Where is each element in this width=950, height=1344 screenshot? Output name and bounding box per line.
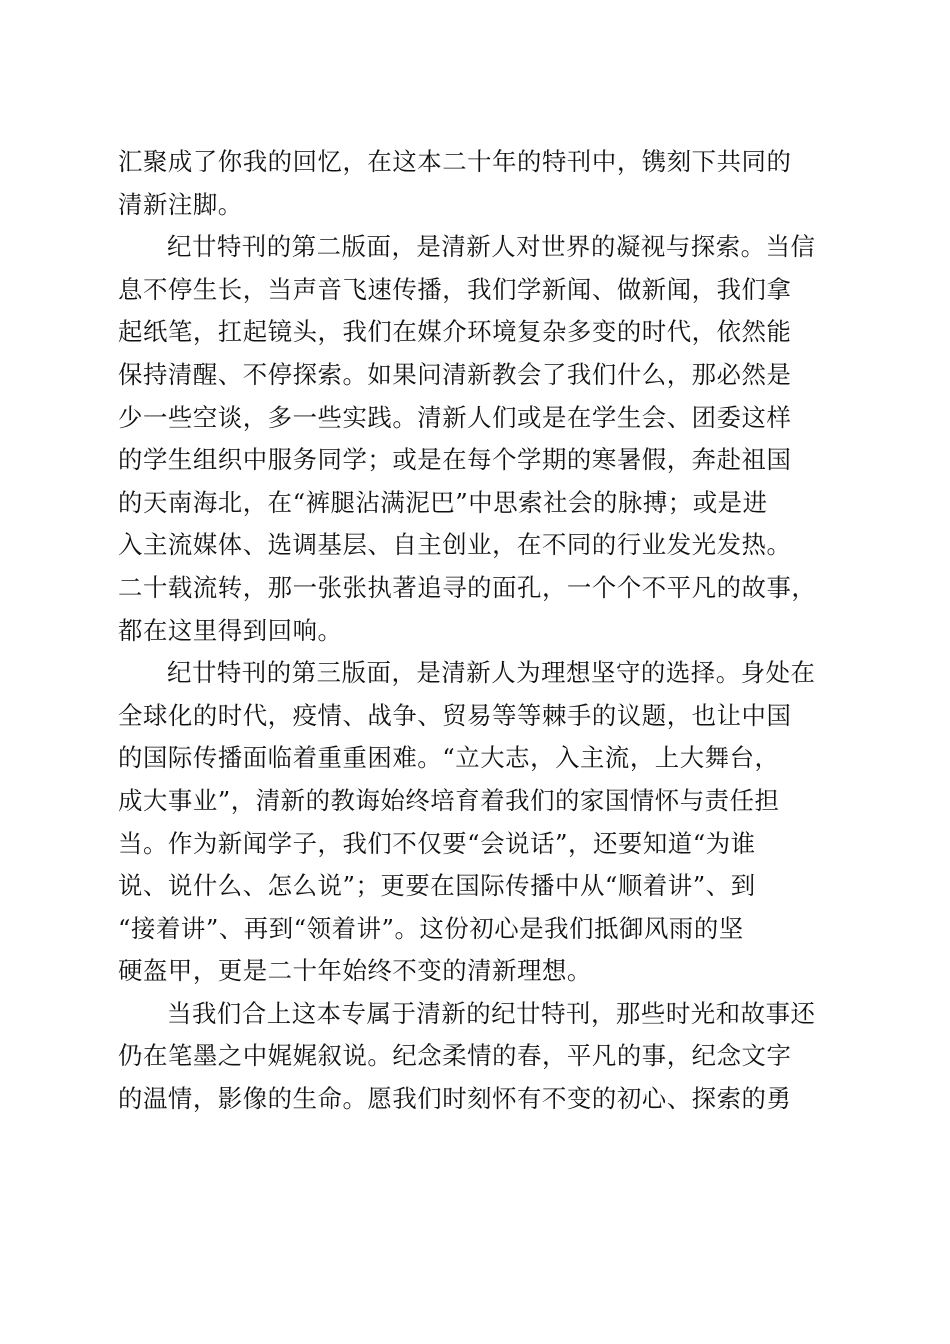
- text-line: 当我们合上这本专属于清新的纪廿特刊，那些时光和故事还: [167, 998, 816, 1028]
- text-line: 仍在笔墨之中娓娓叙说。纪念柔情的春，平凡的事，纪念文字: [118, 1041, 792, 1071]
- document-body: [118, 141, 838, 1121]
- text-line: 纪廿特刊的第二版面，是清新人对世界的凝视与探索。当信: [167, 232, 816, 262]
- text-line: 成大事业”，清新的教诲始终培育着我们的家国情怀与责任担: [118, 785, 780, 815]
- text-line: 起纸笔，扛起镜头，我们在媒介环境复杂多变的时代，依然能: [118, 317, 792, 347]
- paragraph-2: [118, 226, 838, 652]
- paragraph-4: [118, 993, 838, 1121]
- text-line: 清新注脚。: [118, 189, 243, 219]
- text-line: 的温情，影像的生命。愿我们时刻怀有不变的初心、探索的勇: [118, 1084, 792, 1114]
- text-line: 都在这里得到回响。: [118, 615, 343, 645]
- text-line: 硬盔甲，更是二十年始终不变的清新理想。: [118, 956, 592, 986]
- text-line: 的学生组织中服务同学；或是在每个学期的寒暑假，奔赴祖国: [118, 445, 792, 475]
- text-line: 少一些空谈，多一些实践。清新人们或是在学生会、团委这样: [118, 402, 792, 432]
- paragraph-3: [118, 652, 838, 993]
- text-line: 保持清醒、不停探索。如果问清新教会了我们什么，那必然是: [118, 359, 792, 389]
- text-line: 息不停生长，当声音飞速传播，我们学新闻、做新闻，我们拿: [118, 274, 792, 304]
- text-line: 的天南海北，在“裤腿沾满泥巴”中思索社会的脉搏；或是进: [118, 487, 768, 517]
- text-line: 说、说什么、怎么说”；更要在国际传播中从“顺着讲”、到: [118, 871, 756, 901]
- text-line: 入主流媒体、选调基层、自主创业，在不同的行业发光发热。: [118, 530, 792, 560]
- text-line: 汇聚成了你我的回忆，在这本二十年的特刊中，镌刻下共同的: [118, 147, 792, 176]
- text-line: 纪廿特刊的第三版面，是清新人为理想坚守的选择。身处在: [167, 658, 816, 688]
- text-line: “接着讲”、再到“领着讲”。这份初心是我们抵御风雨的坚: [118, 913, 744, 943]
- text-line: 全球化的时代，疫情、战争、贸易等等棘手的议题，也让中国: [118, 700, 792, 730]
- text-line: 当。作为新闻学子，我们不仅要“会说话”，还要知道“为谁: [118, 828, 756, 858]
- text-line: 的国际传播面临着重重困难。“立大志，入主流，上大舞台，: [118, 743, 780, 773]
- text-line: 二十载流转，那一张张执著追寻的面孔，一个个不平凡的故事，: [118, 572, 817, 602]
- paragraph-1: [118, 141, 838, 226]
